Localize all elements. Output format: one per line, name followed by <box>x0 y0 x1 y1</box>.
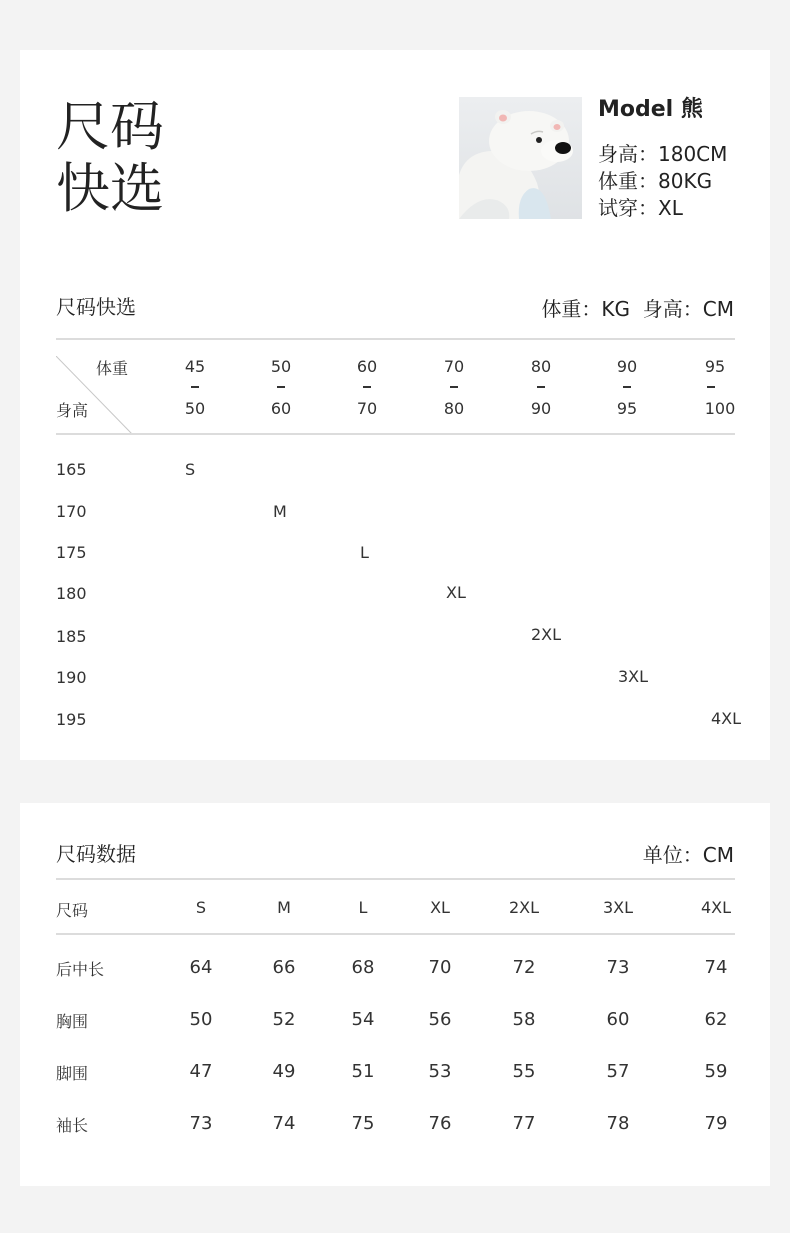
measure-value: 58 <box>512 1009 536 1030</box>
measure-value: 73 <box>606 957 630 978</box>
range-to: 50 <box>184 399 206 418</box>
height-value: 185 <box>56 627 87 646</box>
range-dash <box>191 386 199 388</box>
range-from: 95 <box>704 357 726 376</box>
page-title-line1: 尺码 <box>56 95 164 158</box>
measure-value: 47 <box>189 1061 213 1082</box>
range-from: 50 <box>270 357 292 376</box>
column-header: L <box>358 898 368 917</box>
range-from: 90 <box>616 357 638 376</box>
column-header: M <box>277 898 291 917</box>
range-dash <box>450 386 458 388</box>
height-value: 170 <box>56 502 87 521</box>
column-header: S <box>195 898 207 917</box>
height-value: 195 <box>56 710 87 729</box>
divider <box>56 878 735 880</box>
divider <box>56 338 735 340</box>
measure-value: 57 <box>606 1061 630 1082</box>
measure-label: 胸围 <box>56 1012 89 1031</box>
measure-value: 76 <box>428 1113 452 1134</box>
column-header: 4XL <box>700 898 732 917</box>
measure-value: 49 <box>272 1061 296 1082</box>
measure-value: 74 <box>704 957 728 978</box>
measure-value: 66 <box>272 957 296 978</box>
measure-value: 55 <box>512 1061 536 1082</box>
polar-bear-icon <box>459 97 582 219</box>
height-value: 175 <box>56 543 87 562</box>
column-header: 尺码 <box>56 901 89 920</box>
model-height: 身高：180CM <box>598 142 728 166</box>
range-to: 90 <box>530 399 552 418</box>
measure-value: 60 <box>606 1009 630 1030</box>
size-data-card <box>20 803 770 1186</box>
quick-select-unit: 体重：KG 身高：CM <box>541 297 734 321</box>
measure-value: 74 <box>272 1113 296 1134</box>
column-header: 3XL <box>602 898 634 917</box>
quick-select-title: 尺码快选 <box>56 295 136 319</box>
range-to: 60 <box>270 399 292 418</box>
recommended-size: S <box>185 460 196 479</box>
range-from: 70 <box>443 357 465 376</box>
recommended-size: 2XL <box>531 625 562 644</box>
recommended-size: M <box>273 502 287 521</box>
measure-value: 56 <box>428 1009 452 1030</box>
divider <box>56 433 735 435</box>
range-from: 45 <box>184 357 206 376</box>
corner-height-label: 身高 <box>56 401 89 420</box>
range-dash <box>707 386 715 388</box>
range-from: 80 <box>530 357 552 376</box>
size-quick-select-card <box>20 50 770 760</box>
measure-value: 51 <box>351 1061 375 1082</box>
measure-value: 70 <box>428 957 452 978</box>
measure-label: 脚围 <box>56 1064 89 1083</box>
range-dash <box>623 386 631 388</box>
range-dash <box>363 386 371 388</box>
range-to: 95 <box>616 399 638 418</box>
range-dash <box>277 386 285 388</box>
range-dash <box>537 386 545 388</box>
measure-value: 54 <box>351 1009 375 1030</box>
range-to: 80 <box>443 399 465 418</box>
measure-value: 78 <box>606 1113 630 1134</box>
recommended-size: 4XL <box>711 709 742 728</box>
range-from: 60 <box>356 357 378 376</box>
measure-value: 72 <box>512 957 536 978</box>
measure-value: 62 <box>704 1009 728 1030</box>
measure-value: 64 <box>189 957 213 978</box>
model-tried-size: 试穿：XL <box>598 196 683 220</box>
measure-label: 袖长 <box>56 1116 89 1135</box>
page-title-line2: 快选 <box>56 157 164 220</box>
size-data-unit: 单位：CM <box>642 843 734 867</box>
divider <box>56 933 735 935</box>
range-to: 100 <box>704 399 736 418</box>
measure-value: 68 <box>351 957 375 978</box>
size-data-title: 尺码数据 <box>56 842 136 866</box>
recommended-size: 3XL <box>618 667 649 686</box>
measure-label: 后中长 <box>56 960 105 979</box>
corner-weight-label: 体重 <box>96 359 129 378</box>
range-to: 70 <box>356 399 378 418</box>
measure-value: 52 <box>272 1009 296 1030</box>
column-header: XL <box>430 898 450 917</box>
measure-value: 77 <box>512 1113 536 1134</box>
measure-value: 59 <box>704 1061 728 1082</box>
column-header: 2XL <box>508 898 540 917</box>
height-value: 165 <box>56 460 87 479</box>
measure-value: 79 <box>704 1113 728 1134</box>
measure-value: 53 <box>428 1061 452 1082</box>
recommended-size: L <box>360 543 369 562</box>
model-weight: 体重：80KG <box>598 169 713 193</box>
model-name: Model 熊 <box>598 97 703 122</box>
recommended-size: XL <box>446 583 466 602</box>
height-value: 190 <box>56 668 87 687</box>
measure-value: 50 <box>189 1009 213 1030</box>
measure-value: 75 <box>351 1113 375 1134</box>
height-value: 180 <box>56 584 87 603</box>
measure-value: 73 <box>189 1113 213 1134</box>
model-photo <box>459 97 582 219</box>
